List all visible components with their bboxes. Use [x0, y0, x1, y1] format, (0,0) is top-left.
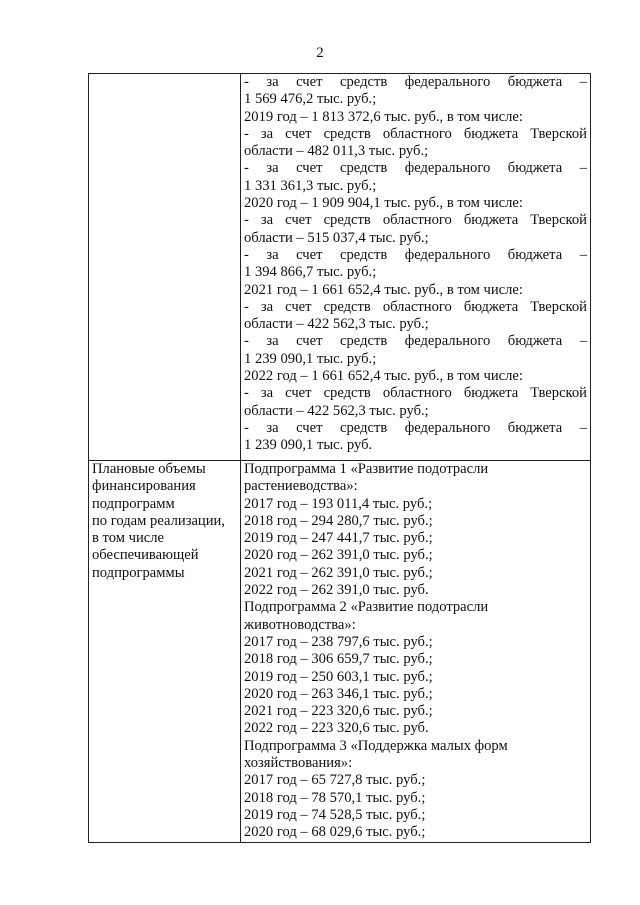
text-line: 2018 год – 306 659,7 тыс. руб.; [244, 651, 433, 668]
text-line: 1 239 090,1 тыс. руб.; [244, 350, 377, 367]
text-line: 2017 год – 193 011,4 тыс. руб.; [244, 495, 433, 512]
page-number: 2 [316, 45, 324, 61]
text-line: 2017 год – 238 797,6 тыс. руб.; [244, 633, 433, 650]
text-line: - за счет средств федерального бюджета – [244, 160, 587, 177]
text-line: 2022 год – 223 320,6 тыс. руб. [244, 720, 429, 737]
label-line: по годам реализации, [92, 512, 226, 529]
text-line: 1 239 090,1 тыс. руб. [244, 437, 373, 454]
text-line: 2022 год – 262 391,0 тыс. руб. [244, 582, 429, 599]
text-line: 2020 год – 263 346,1 тыс. руб.; [244, 685, 433, 702]
text-line: 2021 год – 223 320,6 тыс. руб.; [244, 703, 433, 720]
label-line: подпрограммы [92, 564, 185, 581]
text-line: 1 331 361,3 тыс. руб.; [244, 177, 377, 194]
text-line: животноводства»: [244, 616, 356, 633]
text-line: - за счет средств федерального бюджета – [244, 246, 587, 263]
text-line: 2019 год – 1 813 372,6 тыс. руб., в том числе: [244, 108, 523, 125]
text-line: - за счет средств областного бюджета Тверской [244, 125, 587, 142]
label-line: в том числе [92, 530, 165, 547]
text-line: области – 422 562,3 тыс. руб.; [244, 402, 429, 419]
text-line: 1 569 476,2 тыс. руб.; [244, 91, 377, 108]
text-line: - за счет средств федерального бюджета – [244, 333, 587, 350]
text-line: области – 515 037,4 тыс. руб.; [244, 229, 429, 246]
text-line: - за счет средств областного бюджета Тверской [244, 212, 587, 229]
text-line: Подпрограмма 2 «Развитие подотрасли [244, 599, 489, 616]
text-line: области – 422 562,3 тыс. руб.; [244, 316, 429, 333]
text-line: 2020 год – 68 029,6 тыс. руб.; [244, 824, 426, 841]
text-line: 2020 год – 262 391,0 тыс. руб.; [244, 547, 433, 564]
text-line: 1 394 866,7 тыс. руб.; [244, 264, 377, 281]
label-line: подпрограмм [92, 495, 175, 512]
row1-right-cell [241, 74, 591, 461]
text-line: 2018 год – 78 570,1 тыс. руб.; [244, 789, 426, 806]
passport-table [88, 73, 591, 843]
table-row [89, 74, 591, 461]
text-line: растениеводства»: [244, 478, 358, 495]
text-line: Подпрограмма 1 «Развитие подотрасли [244, 461, 489, 477]
table-row [89, 461, 591, 843]
label-line: Плановые объемы [92, 461, 206, 477]
text-line: 2019 год – 247 441,7 тыс. руб.; [244, 530, 433, 547]
text-line: - за счет средств федерального бюджета – [244, 419, 587, 436]
text-line: - за счет средств областного бюджета Тверской [244, 298, 587, 315]
text-line: 2019 год – 250 603,1 тыс. руб.; [244, 668, 433, 685]
label-line: финансирования [92, 478, 196, 495]
text-line: 2021 год – 262 391,0 тыс. руб.; [244, 564, 433, 581]
text-line: хозяйствования»: [244, 755, 353, 772]
label-line: обеспечивающей [92, 547, 199, 564]
text-line: - за счет средств областного бюджета Тверской [244, 385, 587, 402]
text-line: области – 482 011,3 тыс. руб.; [244, 143, 429, 160]
row2-right-cell [241, 461, 591, 843]
text-line: 2021 год – 1 661 652,4 тыс. руб., в том числе: [244, 281, 523, 298]
text-line: Подпрограмма 3 «Поддержка малых форм [244, 737, 508, 754]
row1-left-cell [89, 74, 241, 461]
row2-left-cell [89, 461, 241, 843]
text-line: 2022 год – 1 661 652,4 тыс. руб., в том числе: [244, 368, 523, 385]
text-line: 2017 год – 65 727,8 тыс. руб.; [244, 772, 426, 789]
text-line: 2020 год – 1 909 904,1 тыс. руб., в том числе: [244, 195, 523, 212]
text-line: 2018 год – 294 280,7 тыс. руб.; [244, 512, 433, 529]
text-line: 2019 год – 74 528,5 тыс. руб.; [244, 806, 426, 823]
text-line: - за счет средств федерального бюджета – [244, 74, 587, 90]
